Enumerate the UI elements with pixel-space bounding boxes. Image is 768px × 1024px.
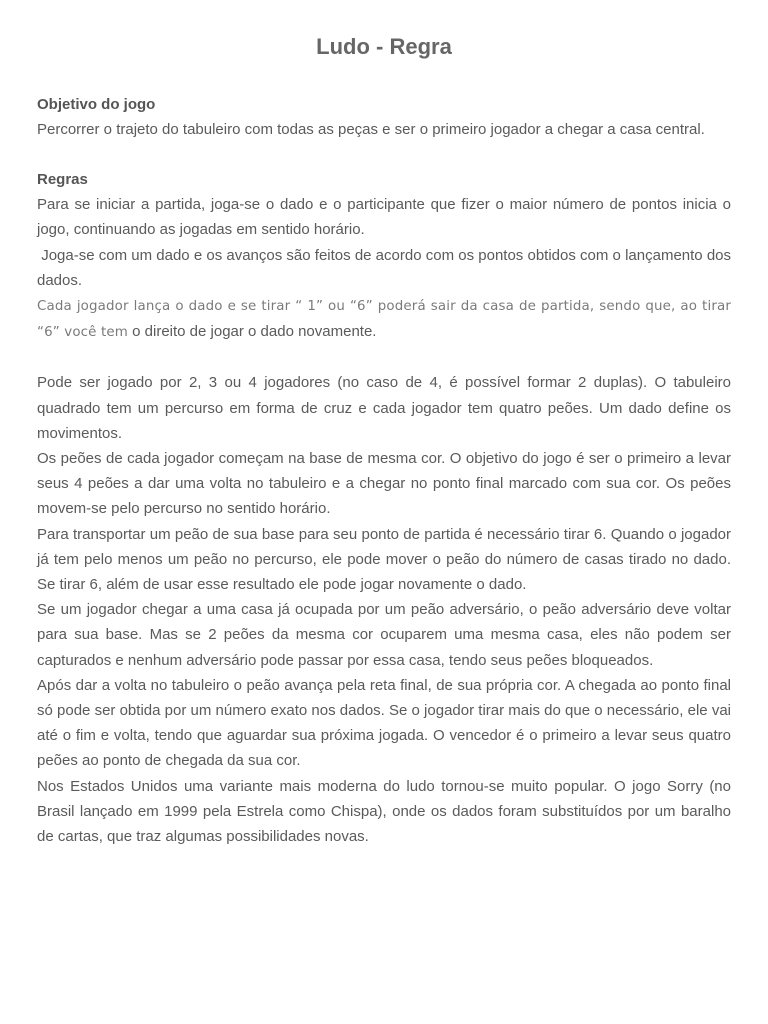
objective-heading: Objetivo do jogo — [37, 96, 156, 113]
spacer — [37, 345, 731, 370]
page-title: Ludo - Regra — [316, 34, 452, 59]
body-section — [37, 370, 731, 849]
body-paragraph: Para transportar um peão de sua base para seu ponto de partida é necessário tirar 6. Quando o jogador já tem pelo menos um peão no percurso, ele pode mover o peão do número de casas tirado no dado. Se tirar 6, além de usar esse resultado ele pode jogar novamente o dado. — [37, 525, 731, 594]
body-paragraph: Nos Estados Unidos uma variante mais moderna do ludo tornou-se muito popular. O jogo Sorry (no Brasil lançado em 1999 pela Estrela como Chispa), onde os dados foram substituídos por um baralho de cartas, que traz algumas possibilidades novas. — [37, 777, 731, 846]
objective-text: Percorrer o trajeto do tabuleiro com todas as peças e ser o primeiro jogador a chegar a casa central. — [37, 121, 705, 138]
body-paragraph: Após dar a volta no tabuleiro o peão avança pela reta final, de sua própria cor. A chegada ao ponto final só pode ser obtida por um número exato nos dados. Se o jogador tirar mais do que o necessário, ele vai até o fim e volta, tendo que aguardar sua próxima jogada. O vencedor é o primeiro a levar seus quatro peões ao ponto de chegada da sua cor. — [37, 676, 731, 770]
spacer — [37, 68, 731, 92]
rules-heading: Regras — [37, 171, 88, 189]
rules-paragraph-1: Para se iniciar a partida, joga-se o dado e o participante que fizer o maior número de pontos inicia o jogo, continuando as jogadas em sentido horário. — [37, 196, 731, 239]
objective-section — [37, 92, 731, 142]
rules-paragraph-3-alt-font: Cada jogador lança o dado e se tirar “ 1” ou “6” poderá sair da casa de partida, sendo que, ao tirar “6” você tem — [37, 299, 731, 341]
body-paragraph: Se um jogador chegar a uma casa já ocupada por um peão adversário, o peão adversário deve voltar para sua base. Mas se 2 peões da mesma cor ocuparem uma mesma casa, eles não podem ser capturados e nenhum adversário pode passar por essa casa, tendo seus peões bloqueados. — [37, 601, 731, 669]
rules-paragraph-3-tail: o direito de jogar o dado novamente. — [127, 323, 377, 341]
spacer — [37, 142, 731, 167]
document-page — [37, 0, 736, 849]
rules-paragraph-2: Joga-se com um dado e os avanços são feitos de acordo com os pontos obtidos com o lançamento dos dados. — [37, 246, 736, 289]
rules-paragraph-3 — [37, 293, 731, 345]
body-paragraph: Pode ser jogado por 2, 3 ou 4 jogadores (no caso de 4, é possível formar 2 duplas). O tabuleiro quadrado tem um percurso em forma de cruz e cada jogador tem quatro peões. Um dado define os movimentos. — [37, 374, 731, 442]
body-paragraph: Os peões de cada jogador começam na base de mesma cor. O objetivo do jogo é ser o primeiro a levar seus 4 peões a dar uma volta no tabuleiro e a chegar no ponto final marcado com sua cor. Os peões movem-se pelo percurso no sentido horário. — [37, 450, 731, 518]
rules-section — [37, 167, 736, 345]
